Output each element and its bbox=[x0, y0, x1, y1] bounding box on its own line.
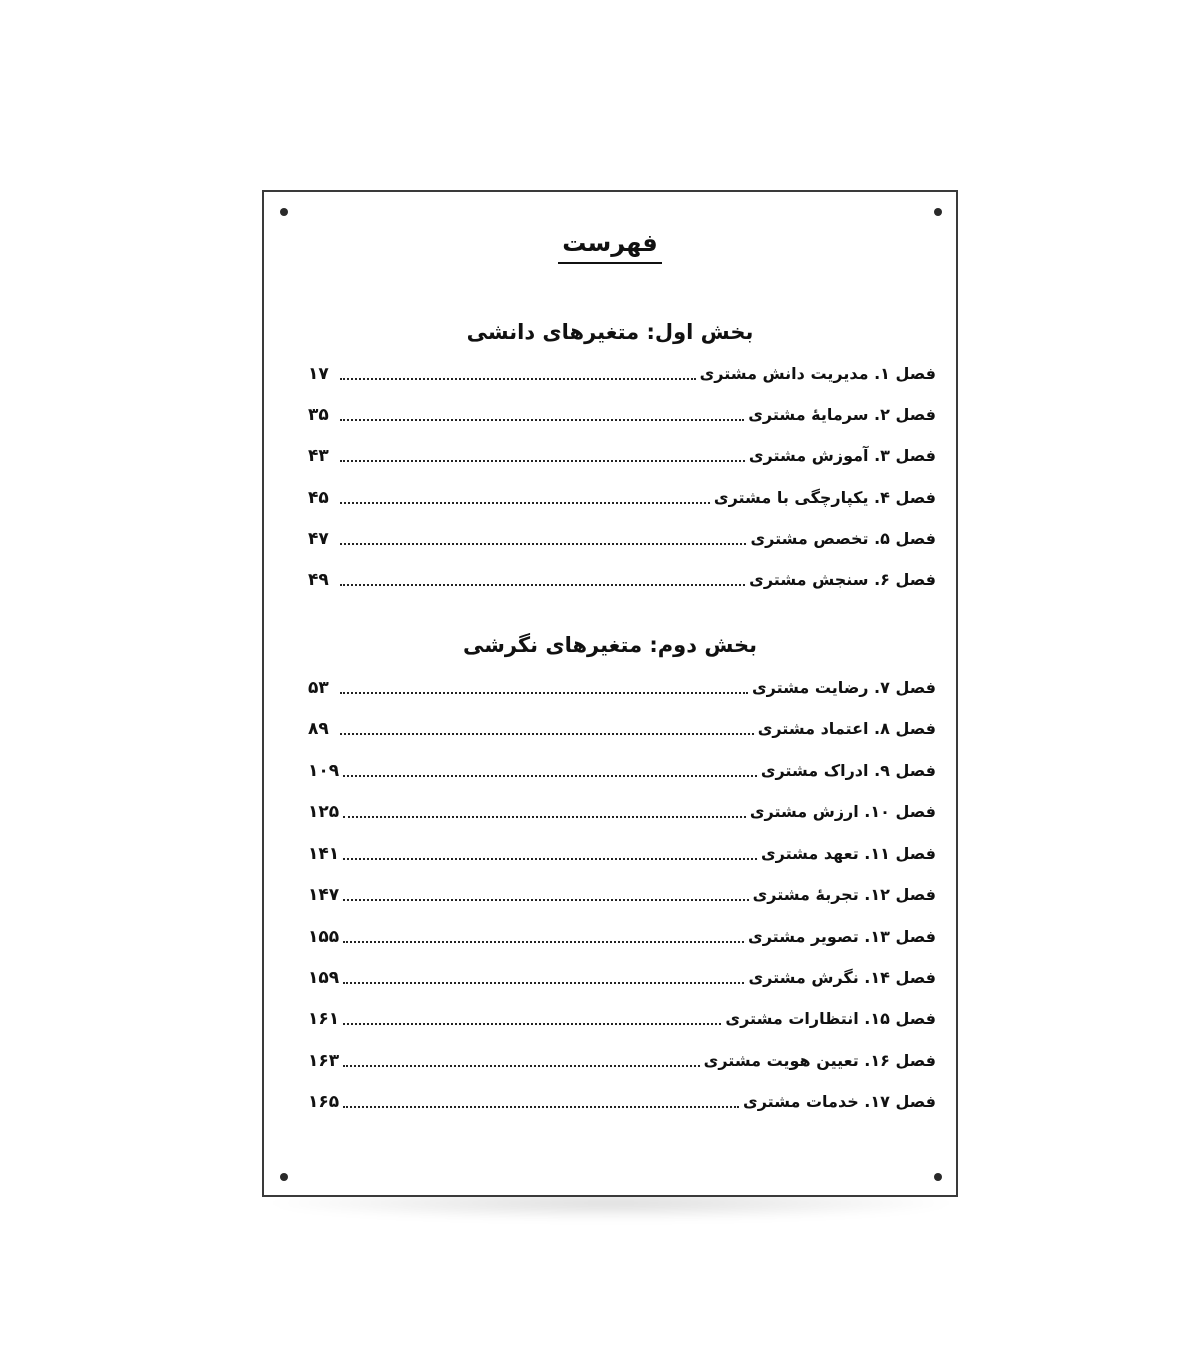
entry-page-number: ۱۶۳ bbox=[308, 1051, 340, 1071]
dot-leader bbox=[343, 1106, 739, 1108]
toc-entry[interactable] bbox=[308, 836, 936, 866]
corner-dot-top-left bbox=[280, 208, 288, 216]
entry-label: فصل ۱. مدیریت دانش مشتری bbox=[699, 364, 936, 383]
entry-label: فصل ۷. رضایت مشتری bbox=[751, 678, 936, 697]
toc-entry[interactable] bbox=[308, 397, 936, 427]
entry-page-number: ۴۳ bbox=[308, 446, 329, 466]
toc-entry[interactable] bbox=[308, 919, 936, 949]
toc-entry[interactable] bbox=[308, 711, 936, 741]
entry-label: فصل ۵. تخصص مشتری bbox=[750, 529, 936, 548]
entry-label: فصل ۱۱. تعهد مشتری bbox=[760, 844, 936, 863]
entry-label: فصل ۱۳. تصویر مشتری bbox=[748, 927, 936, 946]
dot-leader bbox=[343, 858, 757, 860]
dot-leader bbox=[340, 419, 744, 421]
entry-label: فصل ۸. اعتماد مشتری bbox=[757, 719, 936, 738]
dot-leader bbox=[340, 584, 745, 586]
entry-page-number: ۸۹ bbox=[308, 719, 329, 739]
entry-page-number: ۱۷ bbox=[308, 364, 329, 384]
entry-page-number: ۳۵ bbox=[308, 405, 329, 425]
toc-page bbox=[262, 190, 958, 1197]
dot-leader bbox=[343, 816, 746, 818]
entry-label: فصل ۶. سنجش مشتری bbox=[749, 570, 936, 589]
entry-page-number: ۱۵۹ bbox=[308, 968, 340, 988]
dot-leader bbox=[343, 899, 748, 901]
dot-leader bbox=[343, 1065, 700, 1067]
toc-entry[interactable] bbox=[308, 670, 936, 700]
dot-leader bbox=[340, 502, 710, 504]
dot-leader bbox=[340, 543, 746, 545]
entry-label: فصل ۳. آموزش مشتری bbox=[748, 446, 936, 465]
toc-entry[interactable] bbox=[308, 1043, 936, 1073]
dot-leader bbox=[340, 460, 745, 462]
toc-entry[interactable] bbox=[308, 877, 936, 907]
corner-dot-bottom-right bbox=[934, 1173, 942, 1181]
toc-entry[interactable] bbox=[308, 1001, 936, 1031]
dot-leader bbox=[343, 1023, 721, 1025]
entry-page-number: ۱۲۵ bbox=[308, 802, 340, 822]
entry-page-number: ۱۰۹ bbox=[308, 761, 340, 781]
entry-label: فصل ۱۴. نگرش مشتری bbox=[748, 968, 936, 987]
toc-entry[interactable] bbox=[308, 521, 936, 551]
entry-page-number: ۱۵۵ bbox=[308, 927, 340, 947]
section-heading-2: بخش دوم: متغیرهای نگرشی bbox=[462, 633, 758, 657]
entry-page-number: ۱۶۵ bbox=[308, 1092, 340, 1112]
dot-leader bbox=[343, 982, 744, 984]
toc-entry[interactable] bbox=[308, 1084, 936, 1114]
toc-entry[interactable] bbox=[308, 794, 936, 824]
entry-page-number: ۱۴۱ bbox=[308, 844, 340, 864]
entry-label: فصل ۲. سرمایهٔ مشتری bbox=[748, 405, 936, 424]
toc-entry[interactable] bbox=[308, 753, 936, 783]
entry-page-number: ۴۵ bbox=[308, 488, 329, 508]
entry-label: فصل ۱۶. تعیین هویت مشتری bbox=[703, 1051, 936, 1070]
toc-entry[interactable] bbox=[308, 960, 936, 990]
dot-leader bbox=[340, 378, 696, 380]
entry-page-number: ۴۷ bbox=[308, 529, 329, 549]
dot-leader bbox=[343, 941, 744, 943]
corner-dot-top-right bbox=[934, 208, 942, 216]
toc-entry[interactable] bbox=[308, 438, 936, 468]
toc-title-wrap bbox=[264, 228, 956, 264]
entry-page-number: ۴۹ bbox=[308, 570, 329, 590]
section-heading-1: بخش اول: متغیرهای دانشی bbox=[466, 320, 754, 344]
toc-title: فهرست bbox=[558, 228, 662, 264]
entry-page-number: ۵۳ bbox=[308, 678, 329, 698]
toc-entry[interactable] bbox=[308, 480, 936, 510]
entry-label: فصل ۱۲. تجربهٔ مشتری bbox=[752, 885, 936, 904]
dot-leader bbox=[340, 692, 748, 694]
toc-entry[interactable] bbox=[308, 356, 936, 386]
entry-label: فصل ۱۵. انتظارات مشتری bbox=[725, 1009, 936, 1028]
entry-label: فصل ۹. ادراک مشتری bbox=[760, 761, 936, 780]
entry-label: فصل ۱۰. ارزش مشتری bbox=[749, 802, 936, 821]
entry-label: فصل ۱۷. خدمات مشتری bbox=[743, 1092, 936, 1111]
entry-label: فصل ۴. یکپارچگی با مشتری bbox=[713, 488, 936, 507]
corner-dot-bottom-left bbox=[280, 1173, 288, 1181]
entry-page-number: ۱۶۱ bbox=[308, 1009, 340, 1029]
toc-entry[interactable] bbox=[308, 562, 936, 592]
entry-page-number: ۱۴۷ bbox=[308, 885, 340, 905]
dot-leader bbox=[340, 733, 754, 735]
dot-leader bbox=[343, 775, 757, 777]
